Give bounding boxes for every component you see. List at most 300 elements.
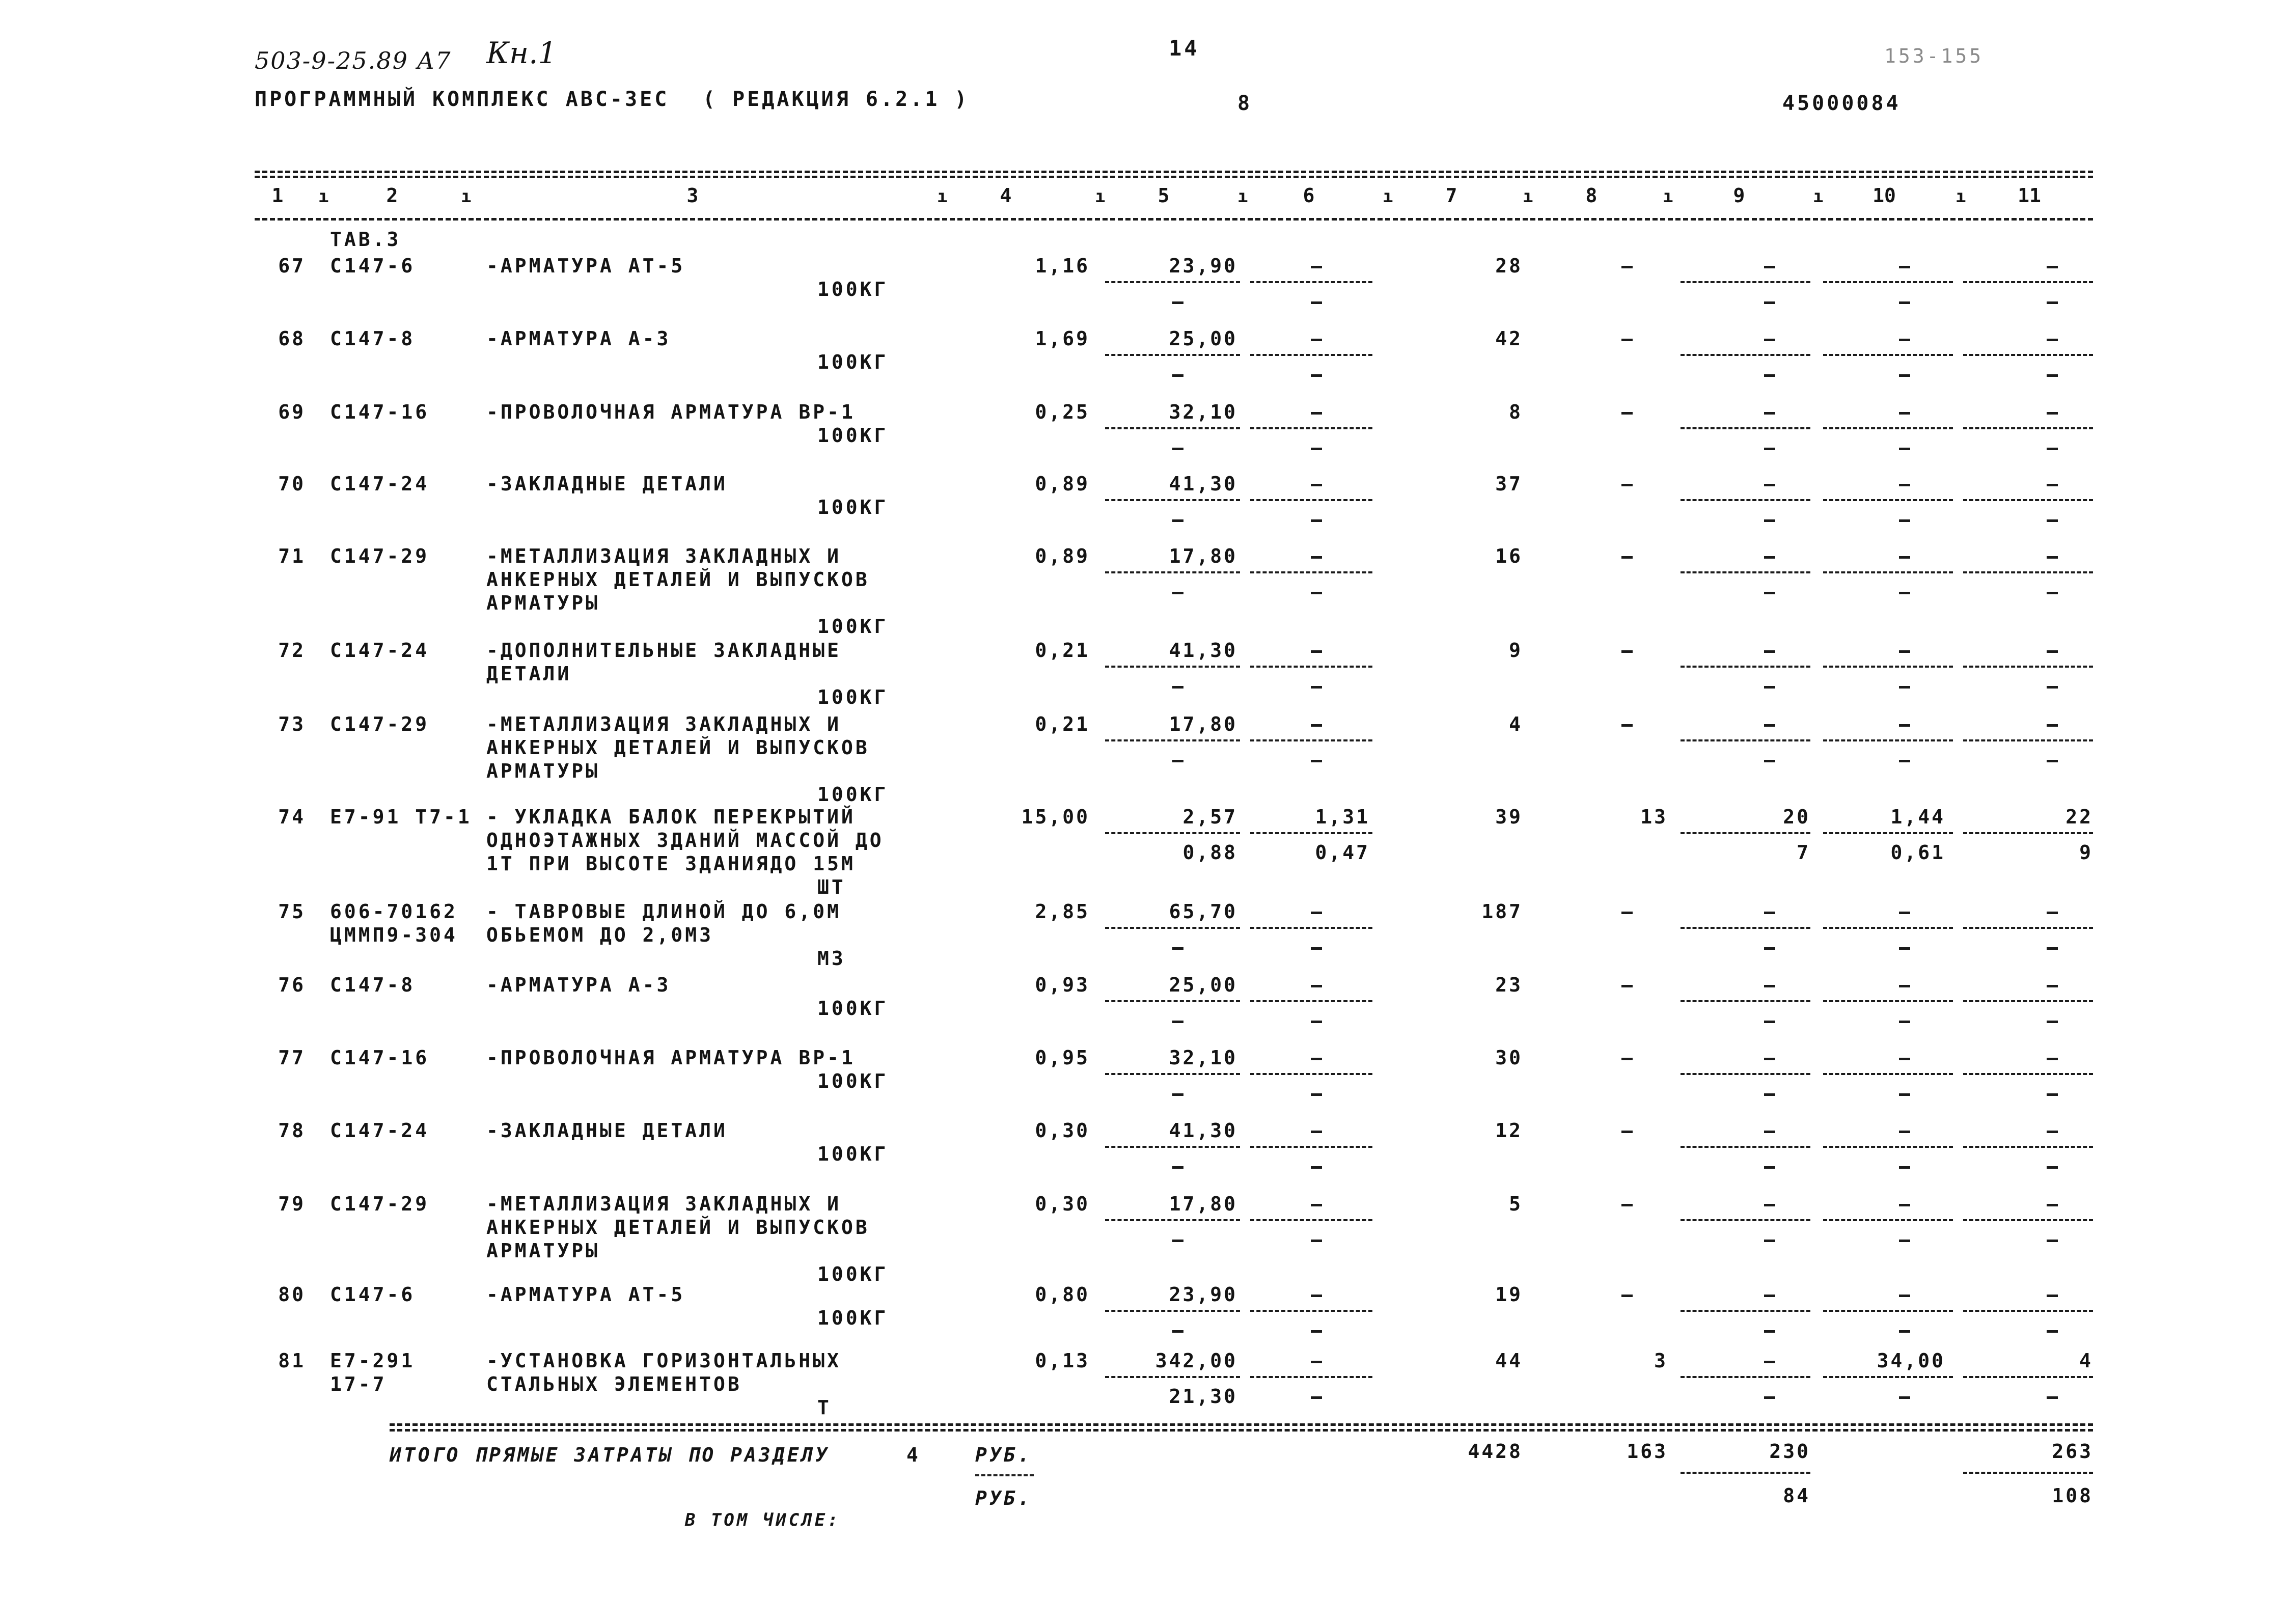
row-name: АРМАТУРЫ xyxy=(486,760,600,782)
cell-underline xyxy=(1105,1146,1240,1148)
row-qty: 1,69 xyxy=(1035,327,1090,350)
cell-underline xyxy=(1681,1000,1810,1002)
row-code: С147-29 xyxy=(330,713,430,735)
row-c6b-dash xyxy=(1311,301,1322,304)
column-number: 11 xyxy=(2018,184,2041,207)
row-qty: 0,13 xyxy=(1035,1350,1090,1372)
row-name: -АРМАТУРА А-3 xyxy=(486,974,671,996)
row-c11b-dash xyxy=(2047,947,2058,950)
row-c6b-dash xyxy=(1311,947,1322,950)
row-c11b: 9 xyxy=(2079,841,2093,864)
row-c9b-dash xyxy=(1764,760,1775,762)
cell-underline xyxy=(1823,666,1953,668)
row-c5b-dash xyxy=(1172,1166,1183,1169)
row-code: С147-24 xyxy=(330,639,430,662)
row-c5b-dash xyxy=(1172,947,1183,950)
row-c11-dash xyxy=(2047,1295,2058,1297)
cell-underline xyxy=(1823,571,1953,573)
row-c10-dash xyxy=(1899,912,1910,914)
row-c11-dash xyxy=(2047,1204,2058,1206)
cell-underline xyxy=(1250,1073,1372,1075)
row-unit: М3 xyxy=(817,947,846,970)
row-c6-dash xyxy=(1311,724,1322,727)
cell-underline xyxy=(1250,427,1372,429)
cell-underline xyxy=(1105,666,1240,668)
cell-underline xyxy=(1963,499,2093,501)
cell-underline xyxy=(1105,499,1240,501)
row-c6b-dash xyxy=(1311,686,1322,689)
row-c9-dash xyxy=(1764,266,1775,268)
row-code: Е7-91 Т7-1 xyxy=(330,806,472,828)
cell-underline xyxy=(1963,832,2093,834)
section-label: ТАВ.3 xyxy=(330,228,401,251)
totals-unit-rule xyxy=(975,1474,1034,1476)
row-c7: 8 xyxy=(1509,401,1523,423)
row-c5: 17,80 xyxy=(1169,545,1237,567)
row-code: С147-8 xyxy=(330,974,416,996)
row-c10b-dash xyxy=(1899,301,1910,304)
page-number: 14 xyxy=(1169,36,1200,61)
row-c6-dash xyxy=(1311,339,1322,341)
row-c5: 17,80 xyxy=(1169,1193,1237,1215)
row-c10-dash xyxy=(1899,339,1910,341)
cell-underline xyxy=(1681,1073,1810,1075)
row-qty: 0,30 xyxy=(1035,1193,1090,1215)
edition: ( РЕДАКЦИЯ 6.2.1 ) xyxy=(703,88,970,111)
row-c8-dash xyxy=(1621,912,1633,914)
row-c10b-dash xyxy=(1899,1240,1910,1242)
row-c8-dash xyxy=(1621,556,1633,559)
row-c6: 1,31 xyxy=(1315,806,1370,828)
row-name: АРМАТУРЫ xyxy=(486,592,600,614)
row-c9b-dash xyxy=(1764,947,1775,950)
row-c11: 22 xyxy=(2065,806,2093,828)
row-c7: 23 xyxy=(1495,974,1523,996)
row-c9b-dash xyxy=(1764,519,1775,522)
program-title: ПРОГРАММНЫЙ КОМПЛЕКС АВС-3ЕС xyxy=(255,88,670,111)
row-c9b-dash xyxy=(1764,592,1775,594)
row-code: 17-7 xyxy=(330,1373,387,1395)
row-c7: 19 xyxy=(1495,1283,1523,1306)
cell-underline xyxy=(1105,427,1240,429)
row-qty: 1,16 xyxy=(1035,255,1090,277)
row-c5: 41,30 xyxy=(1169,473,1237,495)
row-name: -МЕТАЛЛИЗАЦИЯ ЗАКЛАДНЫХ И xyxy=(486,545,841,567)
row-name: АНКЕРНЫХ ДЕТАЛЕЙ И ВЫПУСКОВ xyxy=(486,568,870,591)
row-c5: 65,70 xyxy=(1169,900,1237,923)
row-c9-dash xyxy=(1764,412,1775,415)
cell-underline xyxy=(1250,1146,1372,1148)
row-c5b-dash xyxy=(1172,1330,1183,1333)
row-c5b-dash xyxy=(1172,374,1183,377)
cell-underline xyxy=(1250,281,1372,283)
column-number: 4 xyxy=(1000,184,1012,207)
row-c10-dash xyxy=(1899,724,1910,727)
row-c5: 41,30 xyxy=(1169,639,1237,662)
row-code: С147-29 xyxy=(330,545,430,567)
row-unit: 100КГ xyxy=(817,1307,889,1329)
row-name: 1Т ПРИ ВЫСОТЕ ЗДАНИЯДО 15М xyxy=(486,852,856,875)
row-c9-dash xyxy=(1764,650,1775,653)
cell-underline xyxy=(1963,1146,2093,1148)
row-c11b-dash xyxy=(2047,519,2058,522)
cell-underline xyxy=(1681,281,1810,283)
cell-underline xyxy=(1963,666,2093,668)
row-unit: 100КГ xyxy=(817,686,889,708)
row-c9-dash xyxy=(1764,484,1775,486)
cell-underline xyxy=(1250,1219,1372,1221)
cell-underline xyxy=(1823,739,1953,741)
row-c9b: 7 xyxy=(1797,841,1810,864)
row-c11b-dash xyxy=(2047,1166,2058,1169)
cell-underline xyxy=(1250,1310,1372,1312)
row-c11b-dash xyxy=(2047,1021,2058,1023)
row-c6-dash xyxy=(1311,912,1322,914)
cell-underline xyxy=(1250,666,1372,668)
column-separator: ı xyxy=(1663,186,1673,207)
cell-underline xyxy=(1963,927,2093,929)
row-c6-dash xyxy=(1311,556,1322,559)
column-number: 9 xyxy=(1733,184,1745,207)
row-c8-dash xyxy=(1621,266,1633,268)
totals-col9: 230 xyxy=(1769,1440,1810,1463)
cell-underline xyxy=(1105,281,1240,283)
row-c10b-dash xyxy=(1899,1021,1910,1023)
totals-unit: РУБ. xyxy=(975,1444,1032,1466)
row-code: 606-70162 xyxy=(330,900,458,923)
row-c10: 34,00 xyxy=(1877,1350,1945,1372)
row-c9b-dash xyxy=(1764,374,1775,377)
row-name: ДЕТАЛИ xyxy=(486,663,572,685)
row-c9b-dash xyxy=(1764,1396,1775,1399)
column-separator: ı xyxy=(937,186,948,207)
row-number: 69 xyxy=(278,401,306,423)
row-unit: 100КГ xyxy=(817,351,889,373)
row-c8-dash xyxy=(1621,1204,1633,1206)
row-c11-dash xyxy=(2047,556,2058,559)
row-name: -ПРОВОЛОЧНАЯ АРМАТУРА ВР-1 xyxy=(486,401,856,423)
row-c10b-dash xyxy=(1899,1396,1910,1399)
row-c9: 20 xyxy=(1783,806,1810,828)
row-c10: 1,44 xyxy=(1890,806,1945,828)
row-number: 70 xyxy=(278,473,306,495)
row-unit: Т xyxy=(817,1396,832,1419)
cell-underline xyxy=(1681,739,1810,741)
row-c8-dash xyxy=(1621,650,1633,653)
cell-underline xyxy=(1105,571,1240,573)
row-c6-dash xyxy=(1311,1295,1322,1297)
row-c7: 39 xyxy=(1495,806,1523,828)
cell-underline xyxy=(1823,427,1953,429)
row-c6b-dash xyxy=(1311,519,1322,522)
row-c11-dash xyxy=(2047,412,2058,415)
column-number: 6 xyxy=(1303,184,1315,207)
row-c11-dash xyxy=(2047,985,2058,987)
row-name: -МЕТАЛЛИЗАЦИЯ ЗАКЛАДНЫХ И xyxy=(486,713,841,735)
cell-underline xyxy=(1823,499,1953,501)
row-c5: 41,30 xyxy=(1169,1119,1237,1142)
row-c5b-dash xyxy=(1172,519,1183,522)
row-name: -ЗАКЛАДНЫЕ ДЕТАЛИ xyxy=(486,473,728,495)
cell-underline xyxy=(1823,1000,1953,1002)
row-c11b-dash xyxy=(2047,1240,2058,1242)
row-code: С147-6 xyxy=(330,255,416,277)
row-c11b-dash xyxy=(2047,448,2058,450)
row-c10b-dash xyxy=(1899,1093,1910,1096)
cell-underline xyxy=(1823,927,1953,929)
row-c5b-dash xyxy=(1172,686,1183,689)
cell-underline xyxy=(1105,1000,1240,1002)
row-c8-dash xyxy=(1621,339,1633,341)
row-c6-dash xyxy=(1311,484,1322,486)
row-number: 75 xyxy=(278,900,306,923)
row-c6b-dash xyxy=(1311,1021,1322,1023)
row-number: 68 xyxy=(278,327,306,350)
row-c8-dash xyxy=(1621,1058,1633,1060)
cell-underline xyxy=(1105,1376,1240,1378)
cell-underline xyxy=(1250,927,1372,929)
row-number: 77 xyxy=(278,1047,306,1069)
row-unit: ШТ xyxy=(817,876,846,898)
row-number: 78 xyxy=(278,1119,306,1142)
cell-underline xyxy=(1250,571,1372,573)
row-number: 73 xyxy=(278,713,306,735)
row-c11-dash xyxy=(2047,339,2058,341)
row-c9b-dash xyxy=(1764,1166,1775,1169)
cell-underline xyxy=(1681,1146,1810,1148)
row-c6-dash xyxy=(1311,266,1322,268)
row-name: - УКЛАДКА БАЛОК ПЕРЕКРЫТИЙ xyxy=(486,806,856,828)
row-c10b-dash xyxy=(1899,448,1910,450)
row-code: С147-29 xyxy=(330,1193,430,1215)
row-name: - ТАВРОВЫЕ ДЛИНОЙ ДО 6,0М xyxy=(486,900,841,923)
cell-underline xyxy=(1250,739,1372,741)
row-name: АНКЕРНЫХ ДЕТАЛЕЙ И ВЫПУСКОВ xyxy=(486,1216,870,1238)
row-code: С147-16 xyxy=(330,401,430,423)
row-c9-dash xyxy=(1764,1058,1775,1060)
cell-underline xyxy=(1823,832,1953,834)
row-unit: 100КГ xyxy=(817,1070,889,1092)
row-c6b-dash xyxy=(1311,1330,1322,1333)
row-c5: 17,80 xyxy=(1169,713,1237,735)
cell-underline xyxy=(1823,1219,1953,1221)
row-c7: 5 xyxy=(1509,1193,1523,1215)
cell-underline xyxy=(1681,571,1810,573)
row-unit: 100КГ xyxy=(817,615,889,638)
row-c5: 32,10 xyxy=(1169,1047,1237,1069)
row-c5: 23,90 xyxy=(1169,255,1237,277)
column-number: 3 xyxy=(686,184,699,207)
row-qty: 0,89 xyxy=(1035,545,1090,567)
cell-underline xyxy=(1963,1073,2093,1075)
row-code: С147-24 xyxy=(330,473,430,495)
row-c11: 4 xyxy=(2079,1350,2093,1372)
row-c11-dash xyxy=(2047,650,2058,653)
row-c10b: 0,61 xyxy=(1890,841,1945,864)
column-number: 7 xyxy=(1445,184,1457,207)
row-name: СТАЛЬНЫХ ЭЛЕМЕНТОВ xyxy=(486,1373,742,1395)
row-number: 74 xyxy=(278,806,306,828)
cell-underline xyxy=(1963,1000,2093,1002)
cell-underline xyxy=(1250,1000,1372,1002)
column-separator: ı xyxy=(1095,186,1106,207)
cell-underline xyxy=(1105,1219,1240,1221)
column-number: 10 xyxy=(1872,184,1896,207)
row-unit: 100КГ xyxy=(817,496,889,518)
cell-underline xyxy=(1681,666,1810,668)
row-c5b-dash xyxy=(1172,1093,1183,1096)
row-qty: 0,21 xyxy=(1035,713,1090,735)
totals-label: ИТОГО ПРЯМЫЕ ЗАТРАТЫ ПО РАЗДЕЛУ xyxy=(390,1444,830,1466)
cell-underline xyxy=(1963,354,2093,356)
row-c5b-dash xyxy=(1172,760,1183,762)
row-c10-dash xyxy=(1899,412,1910,415)
row-number: 81 xyxy=(278,1350,306,1372)
row-c7: 187 xyxy=(1481,900,1523,923)
row-c9-dash xyxy=(1764,1295,1775,1297)
row-c6-dash xyxy=(1311,985,1322,987)
cell-underline xyxy=(1105,1073,1240,1075)
row-c5b: 21,30 xyxy=(1169,1385,1237,1408)
totals-col7: 4428 xyxy=(1468,1440,1523,1463)
cell-underline xyxy=(1250,499,1372,501)
row-unit: 100КГ xyxy=(817,1263,889,1285)
row-code: С147-6 xyxy=(330,1283,416,1306)
row-c9b-dash xyxy=(1764,448,1775,450)
row-c9b-dash xyxy=(1764,686,1775,689)
row-c6b-dash xyxy=(1311,1396,1322,1399)
row-number: 72 xyxy=(278,639,306,662)
row-c11b-dash xyxy=(2047,686,2058,689)
row-c9-dash xyxy=(1764,339,1775,341)
row-c11b-dash xyxy=(2047,1093,2058,1096)
cell-underline xyxy=(1681,927,1810,929)
row-c5: 2,57 xyxy=(1182,806,1237,828)
cell-underline xyxy=(1823,281,1953,283)
row-qty: 0,80 xyxy=(1035,1283,1090,1306)
cell-underline xyxy=(1963,427,2093,429)
row-c7: 30 xyxy=(1495,1047,1523,1069)
row-c9-dash xyxy=(1764,985,1775,987)
row-c5b-dash xyxy=(1172,1240,1183,1242)
row-c9b-dash xyxy=(1764,1093,1775,1096)
row-c10b-dash xyxy=(1899,760,1910,762)
row-c9-dash xyxy=(1764,1361,1775,1363)
row-c5b-dash xyxy=(1172,448,1183,450)
row-number: 80 xyxy=(278,1283,306,1306)
row-c6b-dash xyxy=(1311,1093,1322,1096)
column-number: 8 xyxy=(1585,184,1598,207)
row-c9b-dash xyxy=(1764,1330,1775,1333)
row-c10-dash xyxy=(1899,650,1910,653)
row-name: ОДНОЭТАЖНЫХ ЗДАНИЙ МАССОЙ ДО xyxy=(486,829,884,851)
cell-underline xyxy=(1105,832,1240,834)
row-c5: 25,00 xyxy=(1169,974,1237,996)
row-c11-dash xyxy=(2047,1058,2058,1060)
row-qty: 0,93 xyxy=(1035,974,1090,996)
cell-underline xyxy=(1681,354,1810,356)
row-c11b-dash xyxy=(2047,592,2058,594)
including-label: В ТОМ ЧИСЛЕ: xyxy=(685,1510,841,1530)
row-qty: 2,85 xyxy=(1035,900,1090,923)
row-unit: 100КГ xyxy=(817,783,889,806)
header-bottom-rule xyxy=(255,218,2093,221)
row-c8-dash xyxy=(1621,484,1633,486)
totals-col9-rule xyxy=(1681,1472,1810,1474)
table-top-rule-2 xyxy=(255,176,2093,178)
row-c5b: 0,88 xyxy=(1182,841,1237,864)
column-separator: ı xyxy=(1383,186,1393,207)
cell-underline xyxy=(1250,1376,1372,1378)
row-c8: 3 xyxy=(1654,1350,1668,1372)
row-code: Е7-291 xyxy=(330,1350,416,1372)
row-c10b-dash xyxy=(1899,592,1910,594)
row-code: ЦММП9-304 xyxy=(330,924,458,946)
row-c8: 13 xyxy=(1640,806,1668,828)
row-c5b-dash xyxy=(1172,592,1183,594)
row-unit: 100КГ xyxy=(817,1143,889,1165)
row-name: -ПРОВОЛОЧНАЯ АРМАТУРА ВР-1 xyxy=(486,1047,856,1069)
cell-underline xyxy=(1823,354,1953,356)
row-c9-dash xyxy=(1764,1131,1775,1133)
row-code: С147-8 xyxy=(330,327,416,350)
row-c8-dash xyxy=(1621,1295,1633,1297)
row-number: 71 xyxy=(278,545,306,567)
row-c10-dash xyxy=(1899,1058,1910,1060)
row-qty: 0,30 xyxy=(1035,1119,1090,1142)
row-c11b-dash xyxy=(2047,1396,2058,1399)
row-c6-dash xyxy=(1311,1361,1322,1363)
row-c6b-dash xyxy=(1311,374,1322,377)
row-c11-dash xyxy=(2047,266,2058,268)
row-name: -ЗАКЛАДНЫЕ ДЕТАЛИ xyxy=(486,1119,728,1142)
row-c9-dash xyxy=(1764,724,1775,727)
row-code: С147-24 xyxy=(330,1119,430,1142)
row-unit: 100КГ xyxy=(817,278,889,300)
cell-underline xyxy=(1250,354,1372,356)
row-c7: 42 xyxy=(1495,327,1523,350)
document-code: 503-9-25.89 А7 xyxy=(255,47,452,74)
row-c6-dash xyxy=(1311,1131,1322,1133)
totals-col11: 263 xyxy=(2052,1440,2093,1463)
row-c7: 37 xyxy=(1495,473,1523,495)
row-c11b-dash xyxy=(2047,374,2058,377)
cell-underline xyxy=(1963,1376,2093,1378)
row-c8-dash xyxy=(1621,724,1633,727)
row-c10b-dash xyxy=(1899,519,1910,522)
cell-underline xyxy=(1823,1073,1953,1075)
row-c9b-dash xyxy=(1764,1021,1775,1023)
row-c9-dash xyxy=(1764,1204,1775,1206)
row-unit: 100КГ xyxy=(817,424,889,447)
row-c10b-dash xyxy=(1899,1330,1910,1333)
row-name: -МЕТАЛЛИЗАЦИЯ ЗАКЛАДНЫХ И xyxy=(486,1193,841,1215)
totals-col8: 163 xyxy=(1627,1440,1668,1463)
row-name: -ДОПОЛНИТЕЛЬНЫЕ ЗАКЛАДНЫЕ xyxy=(486,639,841,662)
row-c6b: 0,47 xyxy=(1315,841,1370,864)
row-number: 79 xyxy=(278,1193,306,1215)
book-handwritten: Кн.1 xyxy=(486,36,557,70)
totals-col9-b: 84 xyxy=(1783,1484,1810,1507)
row-name: -УСТАНОВКА ГОРИЗОНТАЛЬНЫХ xyxy=(486,1350,841,1372)
totals-unit-2: РУБ. xyxy=(975,1487,1032,1509)
row-c10b-dash xyxy=(1899,374,1910,377)
row-c10-dash xyxy=(1899,484,1910,486)
table-top-rule xyxy=(255,171,2093,173)
cell-underline xyxy=(1681,427,1810,429)
row-c11b-dash xyxy=(2047,1330,2058,1333)
cell-underline xyxy=(1681,499,1810,501)
